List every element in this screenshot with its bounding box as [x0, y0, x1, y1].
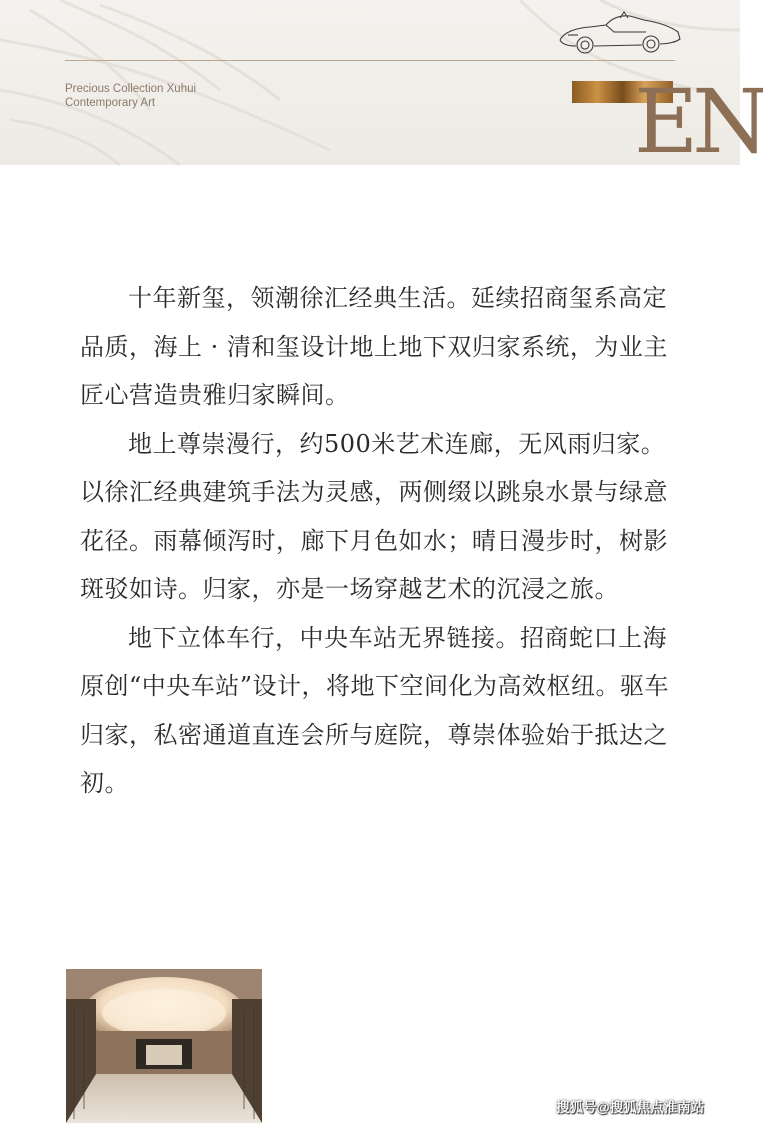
header-divider [65, 60, 675, 61]
en-language-mark: EN [634, 70, 763, 173]
paragraph-3: 地下立体车行，中央车站无界链接。招商蛇口上海原创“中央车站”设计，将地下空间化为高效枢纽。驱车归家，私密通道直连会所与庭院，尊崇体验始于抵达之初。 [80, 623, 670, 797]
article-body [80, 274, 670, 808]
paragraph-1: 十年新玺，领潮徐汇经典生活。延续招商玺系高定品质，海上 · 清和玺设计地上地下双归家系统，为业主匠心营造贵雅归家瞬间。 [80, 284, 668, 409]
brand-line-2: Contemporary Art [65, 97, 156, 109]
corridor-photo [66, 969, 262, 1123]
source-watermark: 搜狐号@搜狐焦点淮南站 [556, 1100, 705, 1115]
paragraph-2: 地上尊崇漫行，约500米艺术连廊，无风雨归家。以徐汇经典建筑手法为灵感，两侧缀以跳泉水景与绿意花径。雨幕倾泻时，廊下月色如水；晴日漫步时，树影斑驳如诗。归家，亦是一场穿越艺术的沉浸之旅。 [80, 429, 668, 603]
classic-convertible-car-icon [556, 8, 684, 56]
page-header [0, 0, 763, 173]
brand-line-1: Precious Collection Xuhui [65, 83, 197, 95]
brand-text [65, 82, 196, 110]
